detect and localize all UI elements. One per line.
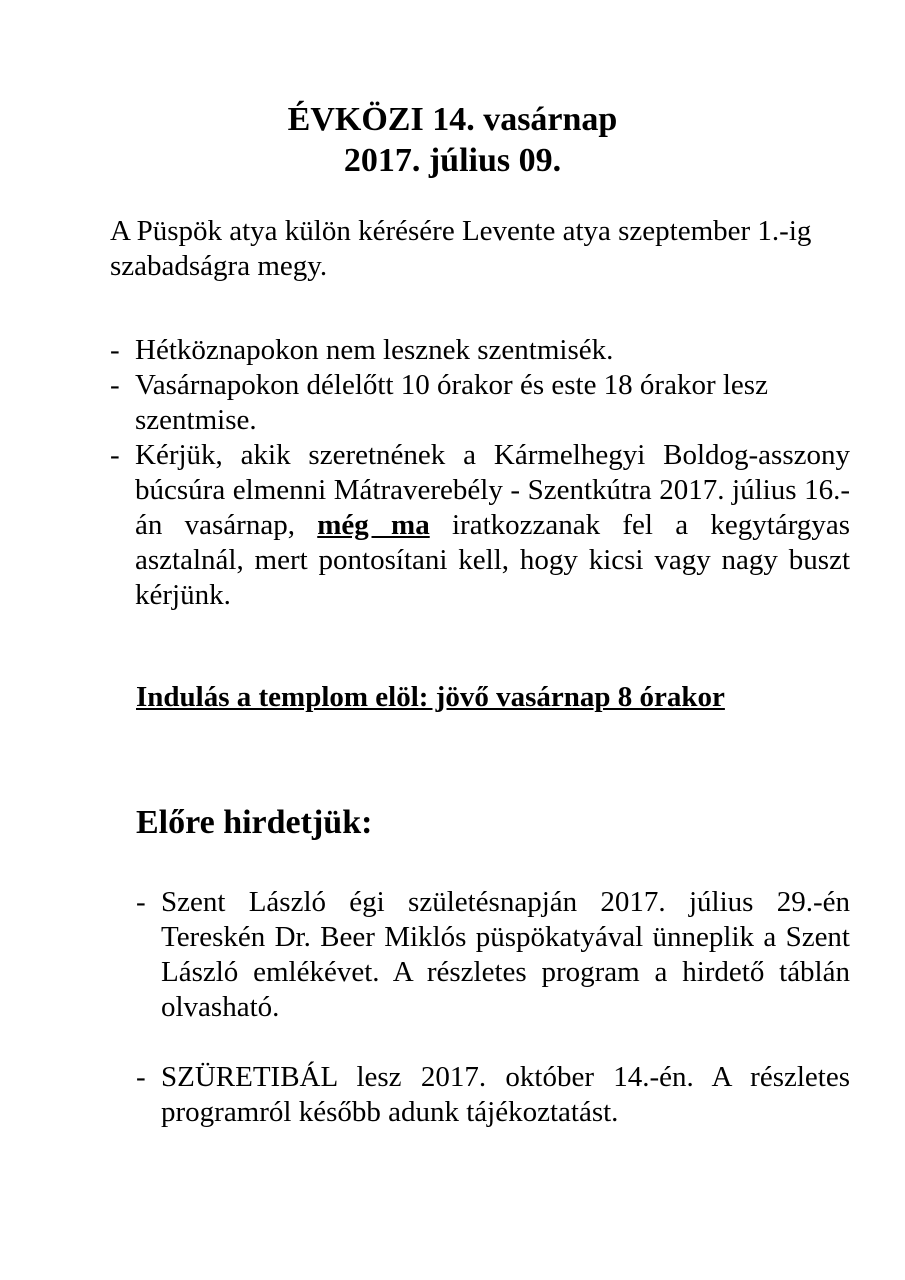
- upcoming-list: [136, 885, 850, 1165]
- bullet-dash: -: [110, 334, 120, 366]
- bullet-dash: -: [110, 369, 120, 401]
- list-item: [110, 368, 850, 438]
- list-item-text: iratkozzanak fel a kegytárgyas asztalnál, mert pontosítani kell, hogy kicsi vagy nagy buszt kérjünk.: [135, 509, 850, 611]
- page-title: ÉVKÖZI 14. vasárnap: [287, 101, 618, 138]
- list-item: [136, 1060, 850, 1130]
- bullet-dash: -: [136, 1061, 146, 1093]
- list-item-text: Hétköznapokon nem lesznek szentmisék.: [135, 334, 614, 366]
- page-date: 2017. július 09.: [343, 142, 562, 179]
- list-item-text: Szent László égi születésnapján 2017. július 29.-én Tereskén Dr. Beer Miklós püspökatyával ünneplik a Szent László emlékévet. A részletes program a hirdető táblán olvasható.: [161, 886, 850, 1023]
- emphasis-text: még ma: [317, 509, 430, 541]
- list-item: [136, 885, 850, 1025]
- intro-paragraph: A Püspök atya külön kérésére Levente atya szeptember 1.-ig szabadságra megy.: [110, 215, 812, 282]
- list-item: [110, 333, 850, 368]
- list-item-text: Kérjük, akik szeretnének a Kármelhegyi Boldog-asszony búcsúra elmenni Mátraverebély - Szentkútra 2017. július 16.-án vasárnap,: [135, 439, 850, 541]
- announcement-list: [110, 333, 850, 613]
- section-heading: Előre hirdetjük:: [136, 804, 373, 841]
- bullet-dash: -: [110, 439, 120, 471]
- list-item: [110, 438, 850, 613]
- list-item-text: SZÜRETIBÁL lesz 2017. október 14.-én. A részletes programról később adunk tájékoztatást.: [161, 1061, 850, 1128]
- bullet-dash: -: [136, 886, 146, 918]
- departure-notice: Indulás a templom elöl: jövő vasárnap 8 órakor: [136, 681, 725, 713]
- list-item-text: Vasárnapokon délelőtt 10 órakor és este 18 órakor lesz szentmise.: [135, 369, 768, 436]
